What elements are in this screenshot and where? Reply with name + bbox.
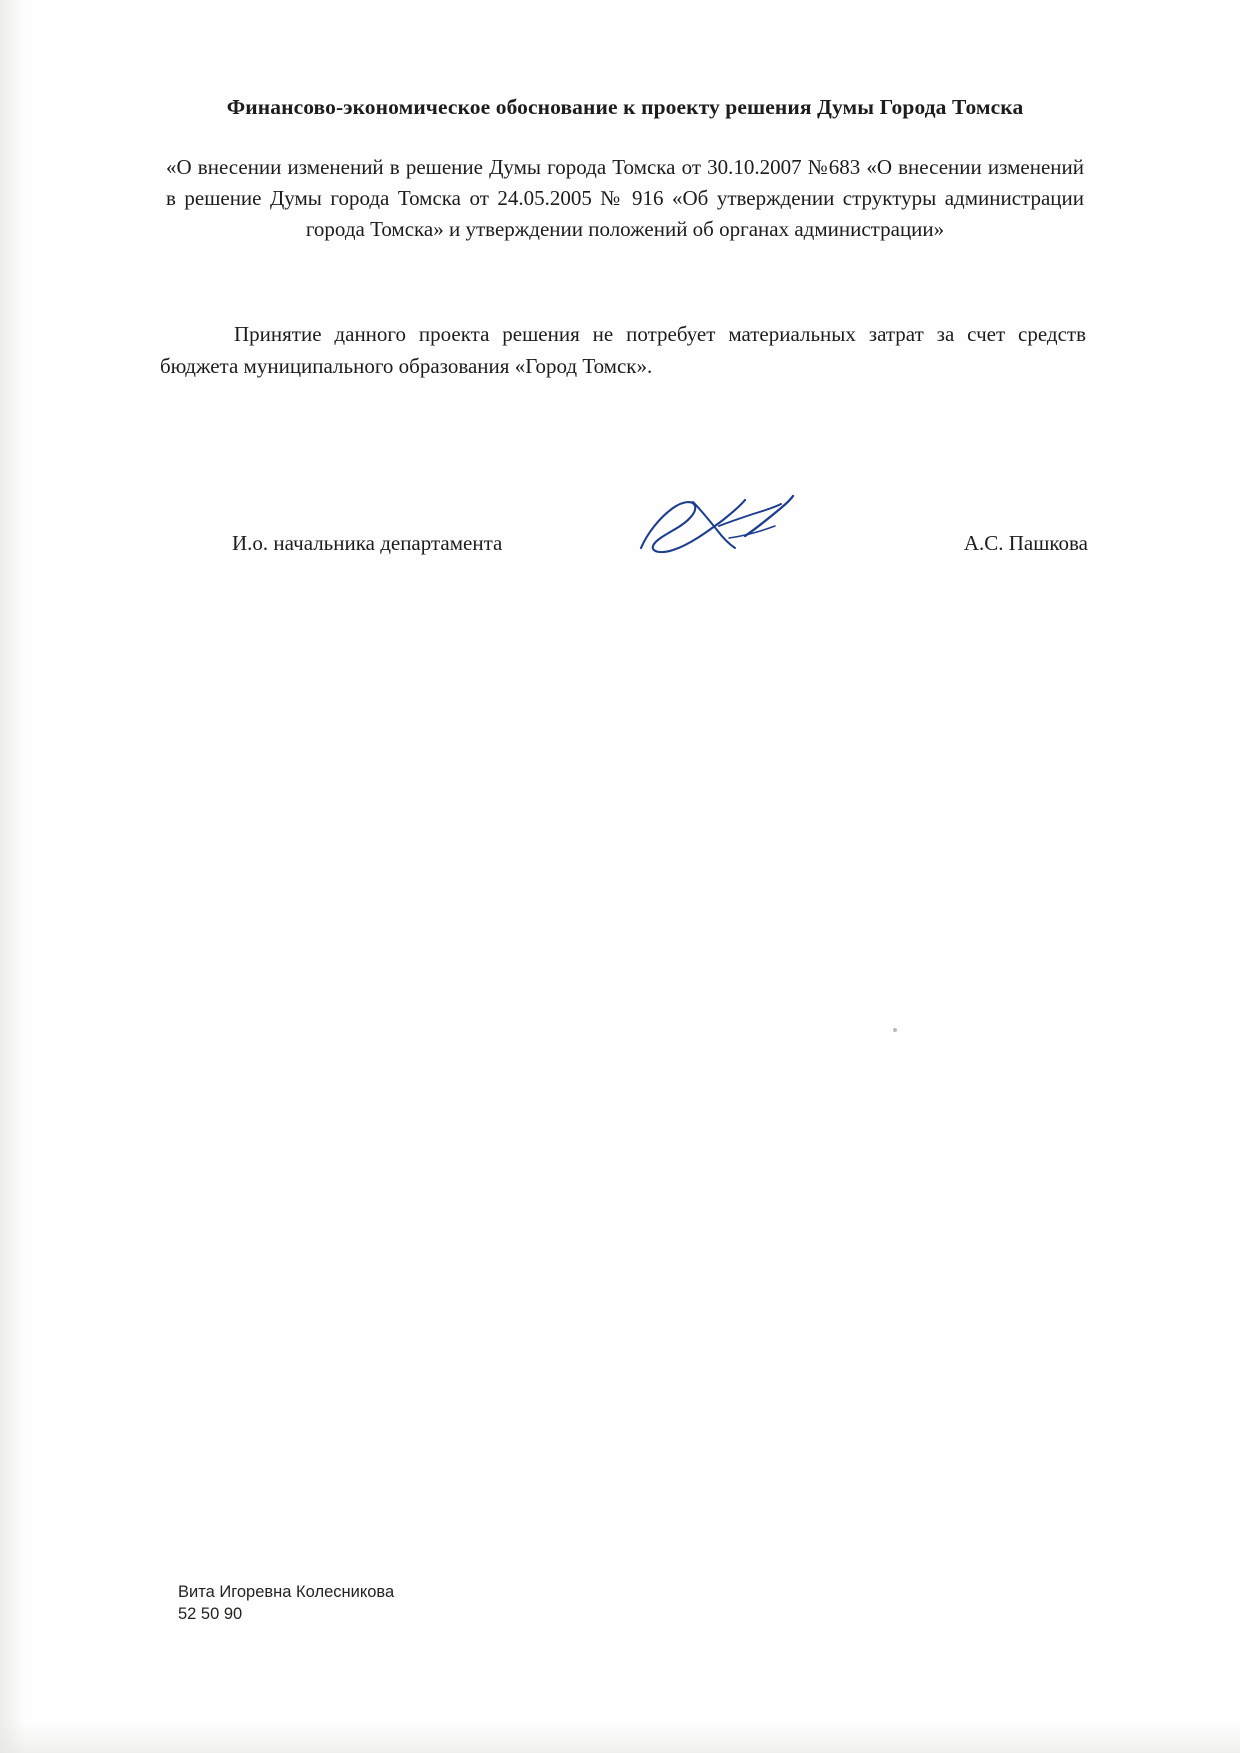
signature-block	[160, 492, 1090, 556]
footer-author: Вита Игоревна Колесникова	[178, 1583, 395, 1602]
document-footer	[178, 1582, 394, 1626]
document-subtitle: «О внесении изменений в решение Думы города Томска от 30.10.2007 №683 «О внесении изменений в решение Думы города Томска от 24.05.2005 № 916 «Об утверждении структуры администрации города Томска» и утверждении положений об органах администрации»	[166, 154, 1084, 242]
document-body-paragraph: Принятие данного проекта решения не потребует материальных затрат за счет средств бюджета муниципального образования «Город Томск».	[160, 322, 1086, 378]
scan-artifact-dot	[893, 1028, 897, 1032]
footer-phone: 52 50 90	[178, 1605, 243, 1624]
document-content	[160, 94, 1090, 556]
scan-edge-shadow-bottom	[0, 1723, 1240, 1753]
signatory-name: А.С. Пашкова	[963, 531, 1088, 556]
scan-edge-shadow-left	[0, 0, 26, 1753]
signatory-role: И.о. начальника департамента	[232, 531, 503, 556]
document-title: Финансово-экономическое обоснование к проекту решения Думы Города Томска	[226, 95, 1024, 119]
handwritten-signature-icon	[633, 492, 833, 562]
